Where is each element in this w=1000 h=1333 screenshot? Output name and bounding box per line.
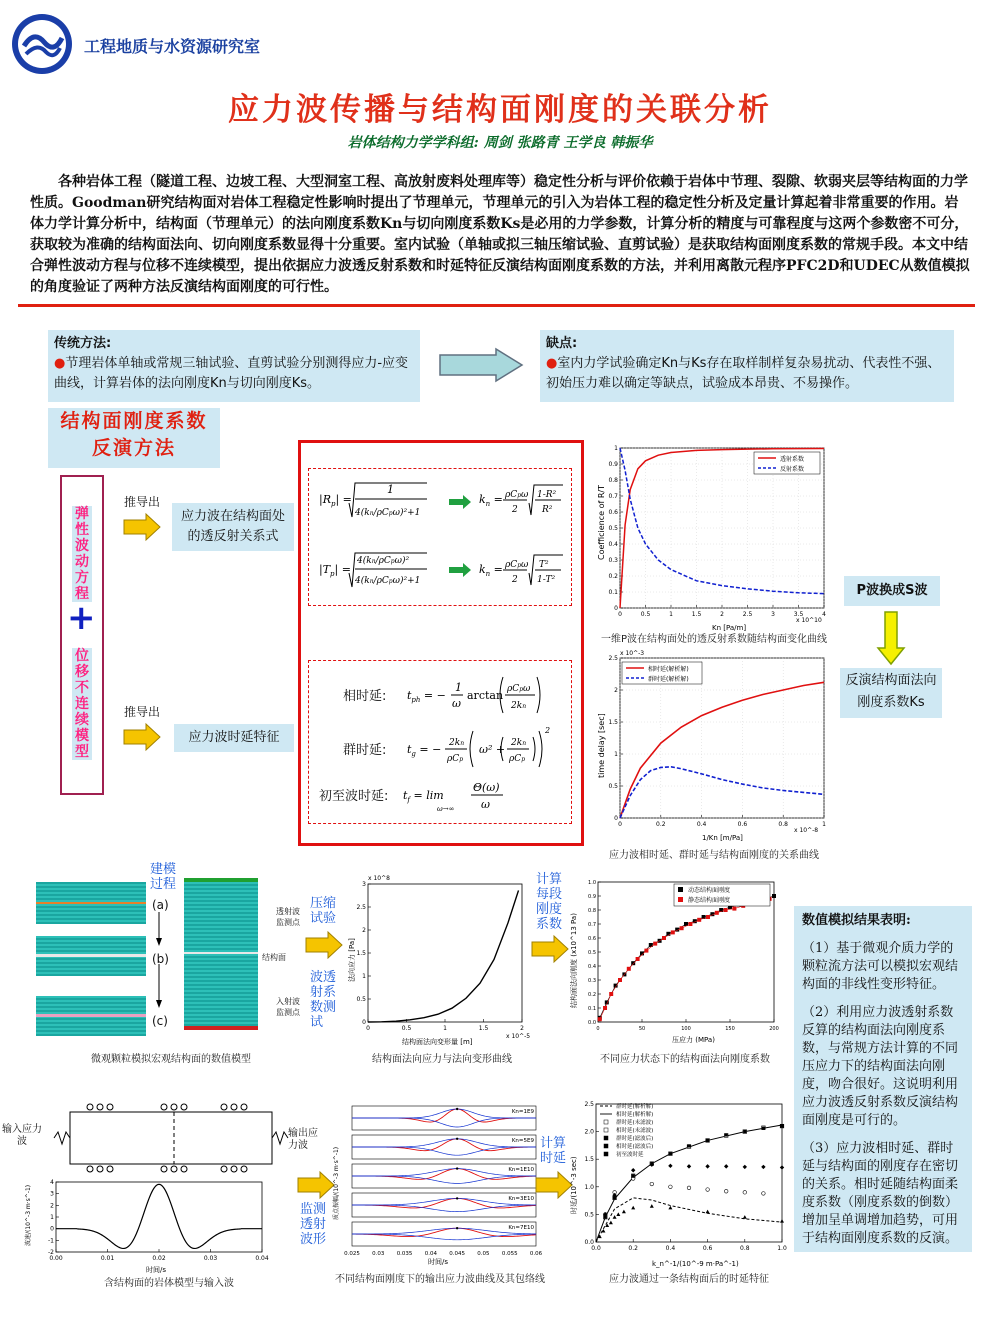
y-axis-label: Coefficience of R/T	[597, 484, 606, 560]
y-tick-label: 1	[362, 973, 366, 980]
svg-text:|Tp| =: $|T_p|$ =	[319, 563, 351, 578]
svg-text:arctan: arctan	[467, 689, 504, 702]
legend-swatch	[604, 1128, 608, 1132]
caption-delay2: 应力波通过一条结构面后的时延特征	[609, 1274, 769, 1285]
svg-text:1-R²: 1-R²	[537, 490, 557, 500]
svg-text:Θ(ω): Θ(ω)	[473, 781, 500, 794]
legend-label: 群时延(未滤波)	[616, 1120, 654, 1126]
y-tick-label: 2	[614, 687, 618, 694]
svg-text:ρCpω: ρCpω	[505, 490, 529, 500]
y-tick-label: 3	[362, 881, 366, 888]
y-tick-label: 0.1	[588, 1006, 596, 1012]
rt-equation-box	[308, 468, 572, 606]
y-tick-label: 0.5	[608, 783, 618, 790]
monitor-label: 监测透射波形	[300, 1202, 327, 1247]
derive-label-2: 推导出	[124, 705, 161, 719]
p-to-s-box: P波换成S波	[844, 576, 940, 606]
data-point	[604, 1216, 607, 1219]
y-axis-label: 法向应力 [Pa]	[348, 938, 356, 982]
x-axis-label: Kn [Pa/m]	[712, 624, 747, 632]
y-tick-label: 0.2	[588, 992, 596, 998]
y-tick-label: 3	[50, 1190, 54, 1198]
y-tick-label: 0.9	[588, 894, 596, 900]
y-tick-label: 0.5	[356, 996, 366, 1003]
svg-text:kn =: $k_n$ =	[479, 493, 503, 508]
legend-marker-static	[678, 897, 683, 902]
particle-sample	[184, 878, 258, 1030]
arrow-right-icon	[304, 930, 344, 960]
x-tick-label: 0.03	[372, 1251, 385, 1257]
peak-marker	[456, 1108, 458, 1110]
y-tick-label: 0.6	[608, 509, 618, 516]
x-tick-label: 0.6	[737, 821, 748, 828]
x-tick-label: 0.05	[477, 1251, 490, 1257]
traditional-method-panel	[48, 330, 420, 402]
y-tick-label: 0.2	[608, 573, 618, 580]
svg-text:tph = −: $t_{ph}$ = −	[407, 689, 446, 704]
particle-model-a	[36, 882, 146, 924]
divider	[18, 304, 975, 307]
legend-label: 群时延(解析解)	[616, 1104, 654, 1110]
input-wave-label: 输入应力波	[2, 1124, 42, 1147]
data-point	[780, 1124, 783, 1127]
bullet-icon: ●	[54, 356, 66, 371]
x-tick-label: 2	[720, 611, 724, 618]
rt-coefficient-chart	[594, 440, 830, 634]
legend-label: 初至波时延	[616, 1152, 644, 1158]
peak-marker	[456, 1167, 458, 1169]
x-axis-label: 结构面法向变形量 [m]	[402, 1038, 473, 1046]
y-tick-label: 1.5	[356, 950, 366, 957]
data-point	[687, 1144, 690, 1147]
result-3: （3）应力波相时延、群时延与结构面的刚度存在密切的关系。相时延随结构面柔度系数（刚度系数的倒数）增加呈单调增加趋势，可用于结构面刚度系数的反演。	[802, 1141, 959, 1246]
y-tick-label: 0.5	[608, 525, 618, 532]
stress-deformation-chart	[342, 872, 532, 1048]
svg-text:kn =: $k_n$ =	[479, 563, 503, 578]
org-name: 工程地质与水资源研究室	[84, 37, 261, 56]
legend-swatch	[604, 1120, 608, 1124]
y-tick-label: -1	[48, 1237, 54, 1245]
arrow-right-icon	[530, 934, 570, 964]
x-tick-label: 0.8	[740, 1245, 750, 1252]
y-tick-label: 0	[614, 815, 618, 822]
caption-rock: 含结构面的岩体模型与输入波	[104, 1278, 234, 1289]
x-tick-label: 2.5	[742, 611, 753, 618]
x-tick-label: 1	[443, 1025, 447, 1032]
x-tick-label: 0.5	[401, 1025, 412, 1032]
caption-micro: 微观颗粒模拟宏观结构面的数值模型	[91, 1054, 251, 1065]
y-tick-label: 0	[614, 605, 618, 612]
panel-label: Kn=7E10	[508, 1225, 534, 1231]
svg-text:2kn: 2kn	[449, 738, 465, 748]
y-axis-label: 质点振幅/(10^-3 m·s^-1)	[333, 1146, 340, 1220]
y-tick-label: -2	[48, 1249, 54, 1256]
method-title-line2: 反演方法	[91, 437, 176, 459]
x-tick-label: 0.2	[656, 821, 666, 828]
method-title	[48, 408, 220, 468]
y-tick-label: 0.7	[608, 493, 618, 500]
abstract: 各种岩体工程（隧道工程、边坡工程、大型洞室工程、高放射废料处理库等）稳定性分析与评价依赖于岩体中节理、裂隙、软弱夹层等结构面的力学性质。Goodman研究结构面对岩体工程稳定性影响时提出了节理单元，节理单元的引入为岩体工程的稳定性分析及定量计算起着非常重要的作用。岩体力学计算分析中，结构面（节理单元）的法向刚度系数Kn与切向刚度系数Ks是必用的力学参数，计算分析的精度与可靠程度与这两个参数密不可分，获取较为准确的结构面法向、切向刚度系数显得十分重要。室内试验（单轴或拟三轴压缩试验、直剪试验）是获取结构面刚度系数的常规手段。本文中结合弹性波动方程与位移不连续模型，提出依据应力波透反射系数和时延特征反演结构面刚度系数的方法，并利用离散元程序PFC2D和UDEC从数值模拟的角度验证了两种方法反演结构面刚度的可行性。	[30, 174, 970, 295]
delay-equations-figure	[405, 661, 571, 823]
svg-text:ω: ω	[481, 798, 490, 811]
panel-label: Kn=1E10	[508, 1167, 534, 1173]
data-point	[762, 1127, 765, 1130]
process-arrows	[154, 908, 164, 1012]
wave-test-label: 波透射系数测试	[310, 970, 337, 1030]
y-tick-label: 2.0	[584, 1128, 594, 1136]
particle-model-c	[36, 996, 146, 1036]
y-tick-label: 0.5	[588, 950, 596, 956]
y-scale-note: x 10^8	[368, 875, 390, 882]
time-delay-chart	[594, 648, 830, 844]
output-waves-chart	[330, 1100, 543, 1266]
x-tick-label: 2	[520, 1025, 524, 1032]
x-tick-label: 0.5	[640, 611, 651, 618]
x-tick-label: 0	[596, 1026, 600, 1032]
label-c: (c)	[152, 1014, 168, 1028]
data-point	[724, 1189, 728, 1193]
label-b: (b)	[152, 952, 169, 966]
data-point	[706, 1139, 709, 1142]
x-tick-label: 0.00	[49, 1255, 63, 1262]
y-tick-label: 2.5	[608, 655, 618, 662]
x-tick-label: 1	[822, 821, 826, 828]
x-tick-label: 4	[822, 611, 826, 618]
stiffness-chart	[566, 876, 778, 1044]
y-tick-label: 1	[614, 445, 618, 452]
svg-text:1-T²: 1-T²	[537, 575, 556, 585]
time-delay-box: 应力波时延特征	[174, 724, 294, 752]
authors: 岩体结构力学学科组: 周剑 张路青 王学良 韩振华	[347, 135, 653, 151]
y-tick-label: 0.4	[608, 541, 618, 548]
x-tick-label: 0.01	[100, 1255, 115, 1262]
y-tick-label: 1.0	[584, 1183, 594, 1191]
data-point	[687, 1186, 691, 1190]
traditional-body: 节理岩体单轴或常规三轴试验、直剪试验分别测得应力-应变曲线，计算岩体的法向刚度Kn与切向刚度Ks。	[54, 356, 409, 391]
traditional-heading: 传统方法:	[54, 336, 112, 351]
y-tick-label: 0	[362, 1019, 366, 1026]
x-tick-label: 0.04	[255, 1255, 269, 1262]
y-tick-label: 1.5	[584, 1156, 594, 1164]
svg-text:ω→∞: ω→∞	[437, 805, 455, 813]
y-axis-label: 波速/(10^-3 m·s^-1)	[25, 1184, 32, 1246]
x-tick-label: 0.8	[778, 821, 788, 828]
x-tick-label: 1.5	[478, 1025, 489, 1032]
particle-model-b	[36, 936, 146, 976]
institute-logo-icon	[10, 12, 74, 76]
svg-text:tg = −: $t_g$ = −	[407, 743, 442, 758]
input-wave-chart	[22, 1176, 268, 1274]
label-inc-point: 入射波监测点	[276, 997, 300, 1017]
data-point	[725, 1133, 728, 1136]
y-tick-label: 1	[614, 751, 618, 758]
x-tick-label: 3.5	[793, 611, 804, 618]
arrow-down-icon	[876, 610, 906, 666]
plus-icon: +	[67, 598, 96, 638]
method-title-line1: 结构面刚度系数	[60, 410, 208, 432]
output-wave-label: 输出应力波	[288, 1128, 318, 1151]
legend-static: 静态结构面刚度	[688, 897, 731, 904]
x-tick-label: 0.03	[203, 1255, 218, 1262]
label-trans-point: 透射波监测点	[276, 907, 300, 927]
x-tick-label: 100	[681, 1026, 691, 1032]
x-axis-label: 压应力 (MPa)	[672, 1036, 715, 1044]
delay-equation-box	[308, 660, 572, 824]
caption-rt: 一维P波在结构面处的透反射系数随结构面变化曲线	[600, 634, 828, 645]
bullet-icon: ●	[546, 356, 558, 371]
caption-stress: 结构面法向应力与法向变形曲线	[372, 1054, 512, 1065]
legend-marker-dynamic	[678, 887, 683, 892]
peak-marker	[456, 1197, 458, 1199]
svg-text:4(kn/ρCpω)²+1: 4(kn/ρCpω)²+1	[355, 508, 421, 518]
compress-test-label: 压缩试验	[310, 896, 337, 926]
svg-text:ρCpω: ρCpω	[507, 684, 531, 694]
x-tick-label: 0	[618, 611, 622, 618]
x-tick-label: 200	[769, 1026, 779, 1032]
data-point	[598, 1017, 602, 1021]
svg-text:ρCp: ρCp	[509, 754, 526, 764]
legend-dynamic: 动态结构面刚度	[688, 887, 731, 894]
y-tick-label: 0.3	[588, 978, 596, 984]
x-scale-note: x 10^-8	[794, 827, 819, 834]
x-tick-label: 0.045	[449, 1251, 466, 1257]
svg-text:R²: R²	[542, 505, 553, 515]
x-tick-label: 150	[725, 1026, 735, 1032]
svg-text:2kn: 2kn	[511, 738, 527, 748]
first-arrival-label: 初至波时延:	[319, 789, 389, 804]
data-point	[706, 1188, 710, 1192]
x-tick-label: 0.0	[591, 1245, 601, 1252]
phase-delay-label: 相时延:	[343, 689, 387, 704]
x-tick-label: 0.4	[696, 821, 707, 828]
data-point	[632, 1174, 635, 1177]
x-axis-label: k_n^-1/(10^-9 m·Pa^-1)	[652, 1260, 739, 1268]
y-tick-label: 0.0	[584, 1239, 594, 1246]
caption-delay: 应力波相时延、群时延与结构面刚度的关系曲线	[609, 850, 819, 861]
rt-equations-figure	[309, 469, 571, 605]
calc-delay-label: 计算时延	[540, 1136, 567, 1166]
legend-label: 相时延(解析解)	[616, 1112, 654, 1118]
label-joint: 结构面	[262, 953, 286, 962]
x-tick-label: 0.055	[501, 1251, 518, 1257]
x-tick-label: 50	[638, 1026, 646, 1032]
result-1: （1）基于微观介质力学的颗粒流方法可以模拟宏观结构面的非线性变形特征。	[802, 941, 959, 992]
x-tick-label: 0	[366, 1025, 370, 1032]
arrow-right-icon	[438, 347, 524, 383]
y-tick-label: 2.5	[356, 904, 366, 911]
x-tick-label: 0.025	[344, 1251, 360, 1257]
x-axis-label: 时间/s	[428, 1258, 449, 1266]
plot-frame	[56, 1182, 262, 1252]
legend-group: 群时延(解析解)	[648, 676, 689, 683]
y-tick-label: 0.8	[608, 477, 618, 484]
y-tick-label: 0.7	[588, 922, 596, 928]
results-panel	[794, 906, 972, 1252]
y-tick-label: 0.8	[588, 908, 596, 914]
data-point	[743, 1130, 746, 1133]
legend-label: 相时延(滤波后)	[616, 1144, 654, 1150]
displacement-model-label: 位移不连续模型	[72, 648, 92, 760]
x-axis-label: 时间/s	[146, 1266, 167, 1274]
x-axis-label: 1/Kn [m/Pa]	[702, 834, 743, 842]
svg-text:|Rp| =: $|R_p|$ =	[319, 493, 352, 508]
y-tick-label: 2	[50, 1202, 54, 1210]
derive-label-1: 推导出	[124, 495, 161, 509]
drawbacks-body: 室内力学试验确定Kn与Ks存在取样制样复杂易扰动、代表性不强、初始压力难以确定等缺点，试验成本昂贵、不易操作。	[546, 356, 941, 391]
y-tick-label: 2.5	[584, 1101, 594, 1108]
label-a: (a)	[152, 898, 169, 912]
drawbacks-heading: 缺点:	[546, 336, 578, 351]
svg-text:1: 1	[387, 483, 394, 496]
model-build-label: 建模过程	[150, 862, 177, 892]
plot-frame	[368, 884, 522, 1022]
data-point	[669, 1152, 672, 1155]
x-tick-label: 1.0	[777, 1245, 787, 1252]
legend-swatch	[604, 1152, 608, 1156]
reflection-relation-box: 应力波在结构面处的透反射关系式	[172, 503, 294, 551]
legend-swatch	[604, 1136, 608, 1140]
page-title: 应力波传播与结构面刚度的关联分析	[228, 92, 772, 128]
x-tick-label: 3	[771, 611, 775, 618]
panel-label: Kn=5E9	[511, 1138, 534, 1144]
y-tick-label: 0.9	[608, 461, 618, 468]
svg-text:2kn: 2kn	[511, 701, 527, 711]
svg-text:4(kn/ρCpω)²+1: 4(kn/ρCpω)²+1	[355, 576, 421, 586]
svg-text:1: 1	[455, 681, 462, 694]
rock-model-diagram	[14, 1098, 314, 1176]
x-tick-label: 1	[669, 611, 673, 618]
y-axis-label: 时延/(10^-3 sec)	[570, 1156, 578, 1214]
svg-text:2: 2	[545, 726, 551, 735]
x-tick-label: 0.6	[702, 1245, 713, 1252]
x-scale-note: x 10^10	[796, 617, 822, 624]
data-point	[743, 1191, 747, 1195]
legend-swatch	[604, 1144, 608, 1148]
x-tick-label: 0.02	[152, 1255, 166, 1262]
peak-marker	[456, 1138, 458, 1140]
legend-transmission: 透射系数	[780, 456, 805, 463]
y-tick-label: 0.6	[588, 936, 596, 942]
calc-stiffness-label: 计算每段刚度系数	[536, 872, 563, 932]
y-tick-label: 1.0	[588, 880, 596, 886]
y-scale-note: x 10^-3	[620, 650, 645, 657]
x-tick-label: 0.06	[529, 1251, 543, 1257]
y-tick-label: 2	[362, 927, 366, 934]
x-tick-label: 0.4	[665, 1245, 676, 1252]
legend-label: 群时延(滤波后)	[616, 1136, 654, 1142]
svg-text:tf = lim: $t_f = \lim$	[403, 789, 444, 804]
elastic-wave-label: 弹性波动方程	[72, 506, 92, 602]
x-tick-label: 0.2	[628, 1245, 638, 1252]
y-axis-label: time delay [sec]	[597, 713, 606, 778]
svg-text:2: 2	[512, 505, 518, 515]
delay-compliance-chart	[566, 1098, 788, 1270]
panel-label: Kn=1E9	[511, 1109, 534, 1115]
legend-label: 相时延(未滤波)	[616, 1128, 654, 1134]
y-tick-label: 4	[50, 1179, 54, 1186]
caption-stiffness: 不同应力状态下的结构面法向刚度系数	[600, 1054, 770, 1065]
data-point	[762, 1192, 766, 1196]
legend-reflection: 反射系数	[780, 466, 805, 473]
drawbacks-panel	[540, 330, 954, 402]
svg-text:4(kn/ρCpω)²: 4(kn/ρCpω)²	[357, 556, 410, 566]
caption-wave: 不同结构面刚度下的输出应力波曲线及其包络线	[335, 1274, 545, 1285]
svg-text:ω: ω	[452, 697, 461, 710]
data-point	[650, 1182, 654, 1186]
data-point	[613, 1196, 616, 1199]
y-tick-label: 1.5	[608, 719, 618, 726]
group-delay-label: 群时延:	[343, 743, 387, 758]
arrow-right-icon	[122, 722, 162, 752]
svg-text:2: 2	[512, 575, 518, 585]
svg-text:ω² +: ω² +	[479, 743, 506, 756]
y-axis-label: 结构面法向刚度 (x10^13 Pa)	[570, 913, 578, 1008]
arrow-right-icon	[122, 512, 162, 542]
inverse-ks-box: 反演结构面法向刚度系数Ks	[840, 668, 942, 718]
results-heading: 数值模拟结果表明:	[802, 913, 911, 928]
data-point	[650, 1162, 653, 1165]
x-tick-label: 0.035	[396, 1251, 413, 1257]
data-point	[669, 1185, 673, 1189]
y-tick-label: 1	[50, 1214, 54, 1221]
y-tick-label: 0.3	[608, 557, 618, 564]
svg-text:ρCp: ρCp	[447, 754, 464, 764]
svg-text:ρCpω: ρCpω	[505, 560, 529, 570]
y-tick-label: 0.0	[588, 1020, 596, 1026]
x-tick-label: 1.5	[691, 611, 702, 618]
x-scale-note: x 10^-5	[506, 1033, 531, 1040]
y-tick-label: 0.5	[584, 1211, 594, 1219]
svg-text:T²: T²	[539, 560, 549, 570]
y-tick-label: 0	[50, 1225, 54, 1233]
result-2: （2）利用应力波透射系数反算的结构面法向刚度系数，与常规方法计算的不同压应力下的结构面法向刚度，吻合很好。这说明利用应力波透反射系数反演结构面刚度是可行的。	[802, 1005, 959, 1128]
x-tick-label: 0.04	[424, 1251, 437, 1257]
y-tick-label: 0.1	[608, 589, 618, 596]
x-tick-label: 0	[618, 821, 622, 828]
y-tick-label: 0.4	[588, 964, 596, 970]
legend-phase: 相时延(解析解)	[648, 666, 689, 673]
peak-marker	[456, 1227, 458, 1229]
panel-label: Kn=3E10	[508, 1196, 534, 1202]
